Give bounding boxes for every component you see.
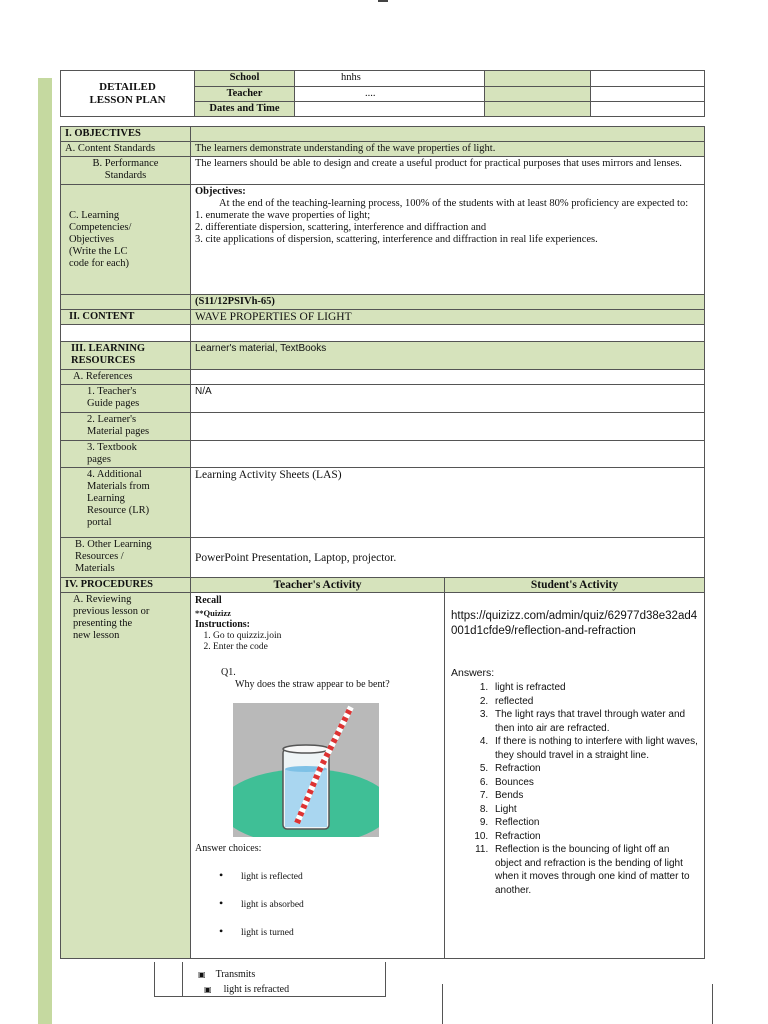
- school-value: hnhs: [295, 71, 485, 87]
- answer-item: 7. Bends: [491, 789, 698, 803]
- answer-item: 3. The light rays that travel through water and then into air are refracted.: [491, 708, 698, 735]
- answers-list: [451, 681, 698, 897]
- objectives-section-label: I. OBJECTIVES: [61, 127, 191, 142]
- instruction-step: 1. Go to quizziz.join: [213, 631, 440, 642]
- blank-cell: [191, 325, 705, 342]
- student-activity-header: Student's Activity: [445, 578, 705, 593]
- answer-choice: • light is turned: [195, 925, 440, 939]
- answer-item: 10. Refraction: [491, 830, 698, 844]
- teachers-guide-value: N/A: [191, 385, 705, 413]
- question-text: Why does the straw appear to be bent?: [235, 679, 390, 690]
- teacher-value: ....: [295, 87, 485, 102]
- overflow-divider: [182, 962, 183, 996]
- answer-item: 9. Reflection: [491, 816, 698, 830]
- references-label: A. References: [61, 370, 191, 385]
- answer-item: 11. Reflection is the bouncing of light off an object and refraction is the bending of light when it moves through one kind of matter to another.: [491, 843, 698, 897]
- answer-item: 2. reflected: [491, 695, 698, 709]
- instruction-step: 2. Enter the code: [213, 642, 440, 653]
- answer-item: 5. Refraction: [491, 762, 698, 776]
- overflow-choice: ▣ light is refracted: [204, 984, 290, 995]
- header-cell: [591, 102, 705, 117]
- answer-item: 4. If there is nothing to interfere with light waves, they should travel in a straight line.: [491, 735, 698, 762]
- left-margin-bar-lower: [38, 962, 52, 1024]
- header-cell: [485, 102, 591, 117]
- header-cell: [591, 71, 705, 87]
- dates-value: [295, 102, 485, 117]
- objective-item: 1. enumerate the wave properties of light;: [195, 210, 371, 221]
- answers-label: Answers:: [451, 667, 495, 679]
- student-activity-cell: [445, 593, 705, 959]
- answer-item: 8. Light: [491, 803, 698, 817]
- instructions-label: Instructions:: [195, 619, 251, 630]
- other-resources-value: PowerPoint Presentation, Laptop, projector.: [191, 538, 705, 578]
- answer-choices-label: Answer choices:: [195, 843, 262, 854]
- header-cell: [485, 87, 591, 102]
- blank-cell: [191, 413, 705, 441]
- lesson-plan-title: DETAILED LESSON PLAN: [61, 71, 195, 117]
- lesson-table: [60, 126, 705, 959]
- additional-materials-label: 4. Additional Materials from Learning Resource (LR) portal: [61, 468, 191, 538]
- question-number: Q1.: [221, 667, 236, 678]
- objective-item: 3. cite applications of dispersion, scattering, interference and diffraction in real life experiences.: [195, 234, 598, 245]
- instruction-steps: [195, 631, 440, 653]
- quizizz-label: **Quizizz: [195, 608, 231, 618]
- learning-resources-label: III. LEARNING RESOURCES: [61, 342, 191, 370]
- content-value: WAVE PROPERTIES OF LIGHT: [191, 310, 705, 325]
- answer-choice: • light is absorbed: [195, 897, 440, 911]
- blank-cell: [61, 325, 191, 342]
- teacher-activity-cell: [191, 593, 445, 959]
- box-bullet-icon: ▣: [198, 970, 206, 979]
- answer-item: 6. Bounces: [491, 776, 698, 790]
- school-label: School: [195, 71, 295, 87]
- teacher-label: Teacher: [195, 87, 295, 102]
- content-standards-value: The learners demonstrate understanding of the wave properties of light.: [191, 142, 705, 157]
- learning-resources-value: Learner's material, TextBooks: [191, 342, 705, 370]
- textbook-label: 3. Textbook pages: [61, 441, 191, 468]
- additional-materials-value: Learning Activity Sheets (LAS): [191, 468, 705, 538]
- quiz-url: https://quizizz.com/admin/quiz/62977d38e32ad4001d1cfde9/reflection-and-refraction: [451, 610, 698, 637]
- recall-label: Recall: [195, 595, 222, 606]
- top-mark: [378, 0, 388, 2]
- answer-item: 1. light is refracted: [491, 681, 698, 695]
- answer-choice: • light is reflected: [195, 869, 440, 883]
- other-resources-label: B. Other Learning Resources / Materials: [61, 538, 191, 578]
- objectives-body: [191, 185, 705, 295]
- learners-material-label: 2. Learner's Material pages: [61, 413, 191, 441]
- content-label: II. CONTENT: [61, 310, 191, 325]
- header-cell: [485, 71, 591, 87]
- straw-in-glass-image: [233, 703, 379, 837]
- reviewing-label: A. Reviewing previous lesson or presenting the new lesson: [61, 593, 191, 959]
- blank-cell: [61, 295, 191, 310]
- answer-choices: [195, 869, 440, 939]
- header-cell: [591, 87, 705, 102]
- teachers-guide-label: 1. Teacher's Guide pages: [61, 385, 191, 413]
- teacher-activity-header: Teacher's Activity: [191, 578, 445, 593]
- procedures-label: IV. PROCEDURES: [61, 578, 191, 593]
- content-standards-label: A. Content Standards: [61, 142, 191, 157]
- performance-value: The learners should be able to design and create a useful product for practical purposes that uses mirrors and lenses.: [191, 157, 705, 185]
- blank-cell: [191, 370, 705, 385]
- performance-label: B. Performance Standards: [61, 157, 191, 185]
- objective-item: 2. differentiate dispersion, scattering, interference and diffraction and: [195, 222, 487, 233]
- objectives-heading: Objectives:: [195, 186, 246, 197]
- box-bullet-icon: ▣: [204, 985, 212, 994]
- blank-cell: [191, 441, 705, 468]
- left-margin-bar: [38, 78, 52, 962]
- header-table: [60, 70, 705, 117]
- overflow-line-right: [712, 984, 713, 1024]
- competencies-label: C. Learning Competencies/ Objectives (Write the LC code for each): [61, 185, 191, 295]
- overflow-line: [442, 984, 443, 1024]
- overflow-choice: ▣ Transmits: [198, 969, 256, 980]
- objectives-intro: At the end of the teaching-learning process, 100% of the students with at least 80% proficiency are expected to:: [219, 198, 689, 209]
- dates-label: Dates and Time: [195, 102, 295, 117]
- objectives-section-value: [191, 127, 705, 142]
- lc-code: (S11/12PSIVh-65): [191, 295, 705, 310]
